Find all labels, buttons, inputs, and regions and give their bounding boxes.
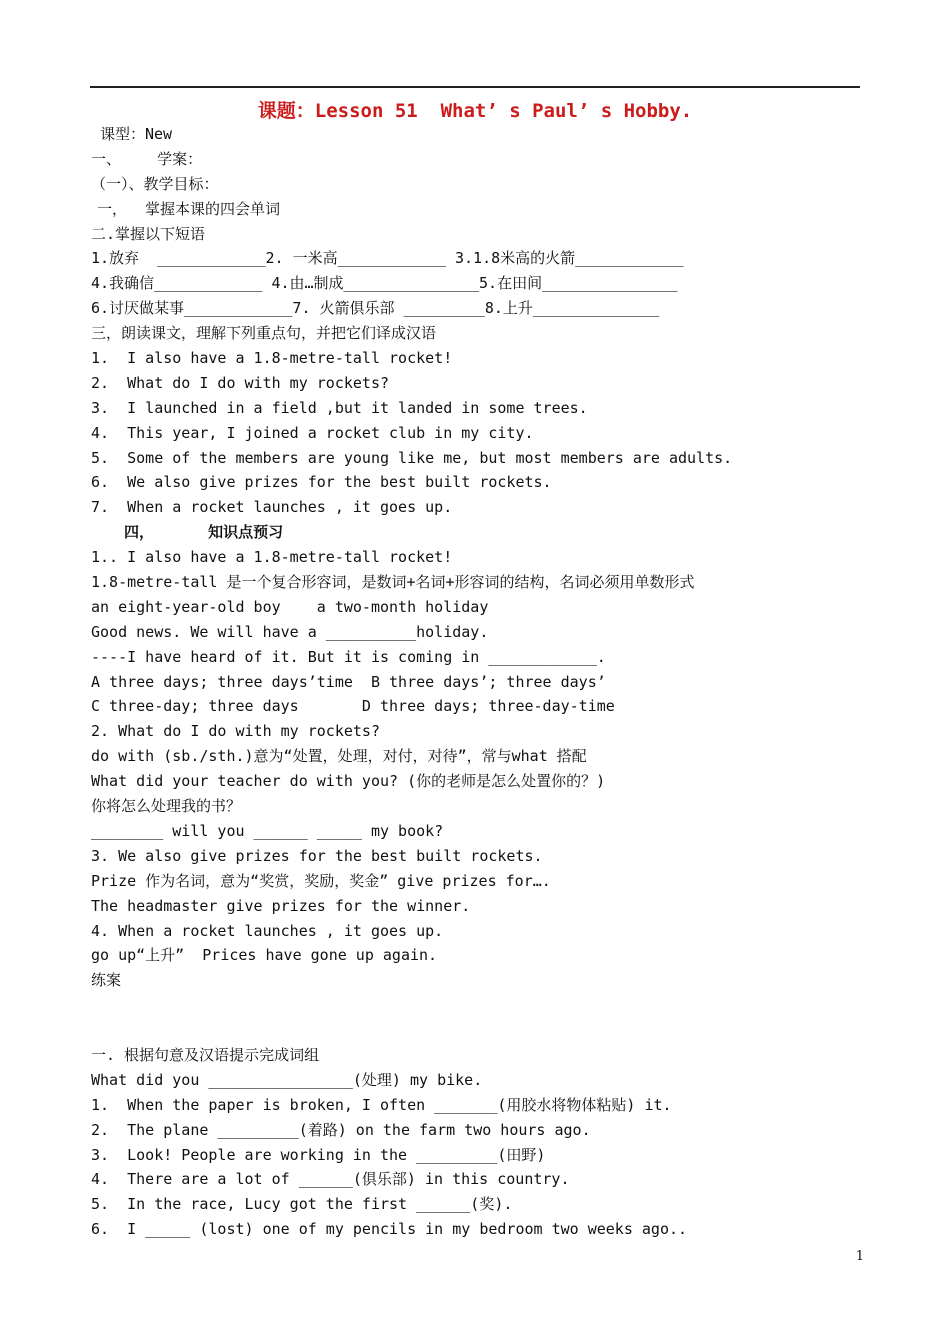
key-sentence: 3. I launched in a field ,but it landed in some trees. bbox=[91, 398, 588, 417]
section-heading: 三，朗读课文，理解下列重点句，并把它们译成汉语 bbox=[91, 324, 437, 343]
key-sentence: 7. When a rocket launches , it goes up. bbox=[91, 498, 453, 517]
answer-option: C three-day; three days D three days; three-day-time bbox=[91, 697, 615, 716]
knowledge-point: Prize 作为名词，意为“奖赏，奖励，奖金” give prizes for…. bbox=[91, 871, 551, 890]
knowledge-point: do with (sb./sth.)意为“处置，处理，对付，对待”，常与what 搭配 bbox=[91, 747, 587, 766]
exercise-item: 5. In the race, Lucy got the first ______(奖). bbox=[91, 1195, 513, 1214]
knowledge-point: an eight-year-old boy a two-month holiday bbox=[91, 597, 489, 616]
spacer bbox=[91, 993, 871, 1043]
knowledge-point: ----I have heard of it. But it is coming in ____________. bbox=[91, 647, 606, 666]
section-heading: 四， 知识点预习 bbox=[124, 523, 284, 542]
header-rule bbox=[90, 86, 860, 88]
key-sentence: 5. Some of the members are young like me, but most members are adults. bbox=[91, 448, 733, 467]
knowledge-point: ________ will you ______ _____ my book? bbox=[91, 821, 444, 840]
key-sentence: 4. This year, I joined a rocket club in my city. bbox=[91, 423, 534, 442]
knowledge-point: go up“上升” Prices have gone up again. bbox=[91, 946, 438, 965]
exercise-item: 3. Look! People are working in the _________(田野) bbox=[91, 1145, 546, 1164]
knowledge-point: 1.8-metre-tall 是一个复合形容词，是数词+名词+形容词的结构，名词必须用单数形式 bbox=[91, 573, 695, 592]
knowledge-point: 你将怎么处理我的书？ bbox=[91, 797, 242, 816]
exercise-heading: 一. 根据句意及汉语提示完成词组 bbox=[91, 1045, 320, 1064]
subsection-heading: （一）、教学目标： bbox=[91, 174, 219, 193]
exercise-item: 6. I _____ (lost) one of my pencils in my bedroom two weeks ago.. bbox=[91, 1220, 688, 1239]
objective-item: 二.掌握以下短语 bbox=[91, 224, 206, 243]
knowledge-point: 1.. I also have a 1.8-metre-tall rocket! bbox=[91, 548, 453, 567]
phrase-exercise: 1.放弃 ____________2. 一米高____________ 3.1.8米高的火箭____________ bbox=[91, 249, 684, 268]
exercise-item: 1. When the paper is broken, I often _______(用胶水将物体粘贴) it. bbox=[91, 1095, 672, 1114]
knowledge-point: 4. When a rocket launches , it goes up. bbox=[91, 921, 444, 940]
knowledge-point: The headmaster give prizes for the winner. bbox=[91, 896, 471, 915]
course-type: 课型：New bbox=[100, 125, 173, 143]
exercise-item: 2. The plane _________(着路) on the farm two hours ago. bbox=[91, 1120, 591, 1139]
section-heading: 练案 bbox=[91, 971, 122, 990]
key-sentence: 6. We also give prizes for the best built rockets. bbox=[91, 473, 552, 492]
objective-item: 一， 掌握本课的四会单词 bbox=[97, 199, 281, 218]
key-sentence: 2. What do I do with my rockets? bbox=[91, 373, 390, 392]
section-heading: 一、 学案： bbox=[91, 149, 203, 168]
knowledge-point: What did your teacher do with you? (你的老师是怎么处置你的？) bbox=[91, 772, 606, 791]
page-title: 课题：Lesson 51 What’ s Paul’ s Hobby. bbox=[257, 100, 693, 122]
knowledge-point: 2. What do I do with my rockets? bbox=[91, 722, 380, 741]
exercise-item: What did you ________________(处理) my bike. bbox=[91, 1070, 483, 1089]
phrase-exercise: 4.我确信____________ 4.由…制成_______________5.在田间_______________ bbox=[91, 274, 678, 293]
answer-option: A three days; three days’time B three days’; three days’ bbox=[91, 672, 606, 691]
phrase-exercise: 6.讨厌做某事____________7. 火箭俱乐部 _________8.上升______________ bbox=[91, 299, 660, 318]
knowledge-point: Good news. We will have a __________holiday. bbox=[91, 622, 489, 641]
key-sentence: 1. I also have a 1.8-metre-tall rocket! bbox=[91, 349, 453, 368]
page-number: 1 bbox=[855, 1249, 864, 1264]
exercise-item: 4. There are a lot of ______(俱乐部) in this country. bbox=[91, 1170, 570, 1189]
knowledge-point: 3. We also give prizes for the best built rockets. bbox=[91, 846, 543, 865]
document-body bbox=[91, 122, 871, 1242]
